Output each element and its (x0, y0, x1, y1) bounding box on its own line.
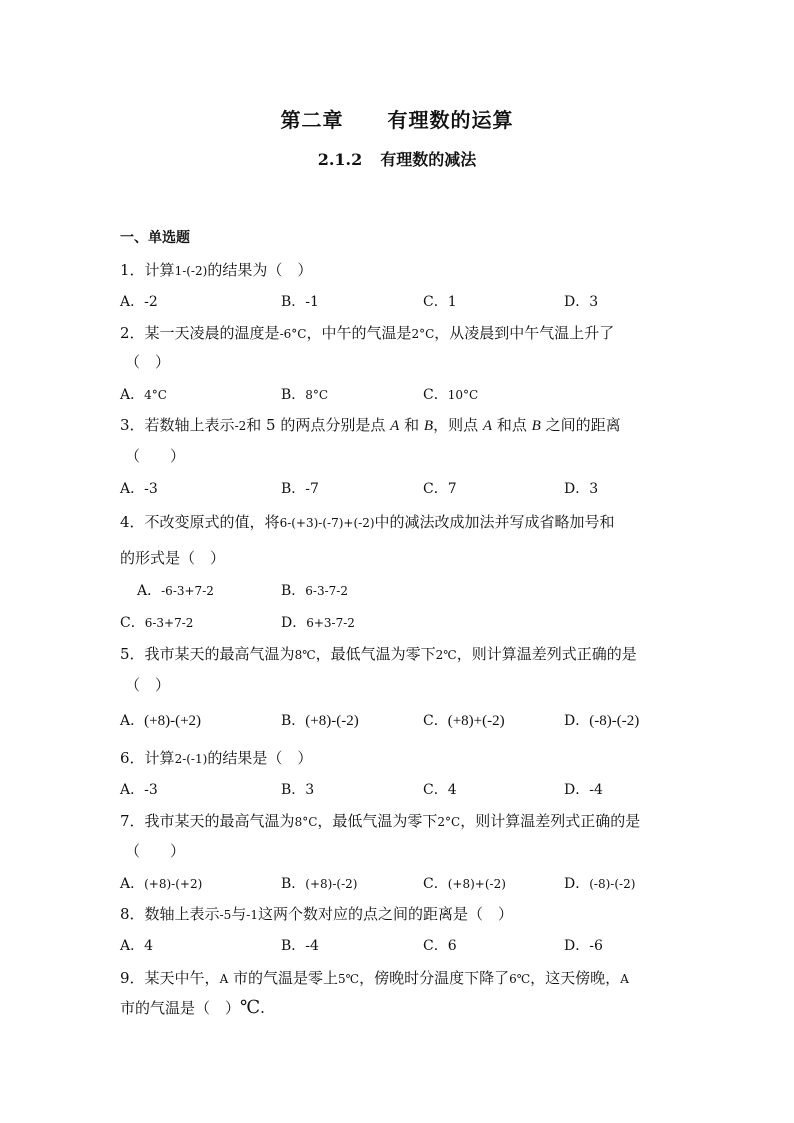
option-value: (-8)-(-2) (589, 877, 636, 891)
math-expr: 2℃ (435, 648, 457, 662)
q8-option-a[interactable]: A．4 (120, 938, 154, 954)
option-value: (+8)+(-2) (447, 877, 506, 891)
question-7-blank: （ ） (125, 842, 186, 860)
question-text: 我市某天的最高气温为 (144, 812, 295, 830)
q7-option-a[interactable] (120, 873, 202, 893)
question-text: 之间的距离 (545, 416, 621, 434)
q3-option-b[interactable]: B．-7 (281, 481, 319, 497)
math-expr: 8°C (294, 815, 318, 829)
point-label: A (390, 418, 400, 434)
question-text: 计算 (144, 749, 175, 767)
section-title (0, 147, 794, 170)
city-label: A (219, 972, 229, 986)
option-value: (+8)-(+2) (144, 713, 202, 729)
question-number: 9． (120, 969, 145, 987)
math-expr: -6°C (279, 327, 307, 341)
q8-option-c[interactable]: C．6 (423, 938, 457, 954)
question-4 (120, 511, 615, 532)
question-text: 和 (404, 416, 420, 434)
question-8 (120, 903, 513, 924)
question-number: 7． (120, 812, 145, 830)
q1-option-d[interactable]: D．3 (564, 294, 599, 310)
question-text: . (260, 999, 265, 1017)
question-text: 的结果是（ ） (207, 749, 313, 767)
chapter-label: 第二章 (280, 108, 344, 132)
question-7 (120, 810, 640, 831)
q3-option-d[interactable]: D．3 (564, 481, 599, 497)
option-value: (+8)-(+2) (144, 877, 203, 891)
option-letter: C． (423, 713, 448, 729)
question-text: 市的气温是（ ） (120, 999, 241, 1017)
option-letter: B． (281, 713, 306, 729)
q4-option-c[interactable] (120, 612, 193, 632)
math-expr: 6-(+3)-(-7)+(-2) (279, 516, 375, 530)
point-label: B (423, 418, 434, 434)
chapter-name: 有理数的运算 (387, 108, 514, 132)
question-text: 数轴上表示 (144, 905, 220, 923)
q5-option-d[interactable] (564, 710, 639, 730)
question-9-cont (120, 997, 265, 1018)
chapter-title (0, 104, 794, 133)
unit: ℃ (240, 997, 261, 1018)
option-letter: A． (137, 583, 162, 599)
option-value: 10°C (447, 388, 479, 402)
q1-option-b[interactable]: B．-1 (281, 294, 319, 310)
question-text: 市的气温是零上 (233, 969, 339, 987)
option-letter: B． (281, 876, 306, 892)
math-expr: -2 (234, 419, 247, 433)
q8-option-d[interactable]: D．-6 (564, 938, 603, 954)
option-value: (-8)-(-2) (589, 713, 640, 729)
question-text: 我市某天的最高气温为 (144, 645, 295, 663)
option-letter: D． (564, 876, 590, 892)
math-expr: 2-(-1) (174, 752, 208, 766)
option-letter: D． (281, 615, 307, 631)
section-name: 有理数的减法 (380, 150, 477, 169)
q5-option-a[interactable] (120, 710, 201, 730)
option-value: 6-3-7-2 (305, 584, 348, 598)
question-text: 和 5 的两点分别是点 (246, 416, 386, 434)
question-text: ，最低气温为零下 (317, 812, 438, 830)
question-number: 2． (120, 324, 145, 342)
q7-option-d[interactable] (564, 873, 635, 893)
question-number: 5． (120, 645, 145, 663)
option-value: (+8)-(-2) (305, 877, 358, 891)
city-label: A (620, 972, 629, 986)
question-text: 与 (231, 905, 247, 923)
math-expr: 2°C (437, 815, 461, 829)
question-6 (120, 747, 312, 768)
question-number: 8． (120, 905, 145, 923)
question-text: ，则计算温差列式正确的是 (460, 812, 641, 830)
q8-option-b[interactable]: B．-4 (281, 938, 319, 954)
math-expr: -1 (246, 908, 258, 922)
q2-option-c[interactable] (423, 384, 478, 404)
option-value: 4°C (144, 388, 167, 402)
question-1 (120, 259, 312, 280)
option-letter: C． (423, 387, 448, 403)
option-letter: C． (120, 615, 145, 631)
question-text: 和点 (496, 416, 527, 434)
option-letter: A． (120, 387, 145, 403)
option-letter: C． (423, 876, 448, 892)
section-heading: 一、单选题 (120, 230, 190, 246)
question-9 (120, 967, 629, 988)
question-4-cont: 的形式是（ ） (120, 549, 226, 567)
section-number: 2.1.2 (317, 150, 363, 169)
option-value: 6-3+7-2 (144, 616, 194, 630)
q6-option-a[interactable]: A．-3 (120, 782, 158, 798)
question-text: ，从凌晨到中午气温上升了 (434, 324, 615, 342)
option-value: 6+3-7-2 (306, 616, 355, 630)
q3-option-c[interactable]: C．7 (423, 481, 457, 497)
q2-option-a[interactable] (120, 384, 167, 404)
math-expr: 1-(-2) (174, 264, 208, 278)
question-text: 计算 (144, 261, 175, 279)
question-text: 某天中午， (144, 969, 220, 987)
math-expr: 6℃ (509, 972, 531, 986)
option-letter: A． (120, 876, 145, 892)
option-letter: A． (120, 713, 145, 729)
question-text: 这两个数对应的点之间的距离是（ ） (257, 905, 513, 923)
question-number: 3． (120, 416, 145, 434)
math-expr: 8℃ (294, 648, 316, 662)
q3-option-a[interactable]: A．-3 (120, 481, 158, 497)
q6-option-b[interactable]: B．3 (281, 782, 315, 798)
question-text: ，这天傍晚， (530, 969, 621, 987)
question-text: 中的减法改成加法并写成省略加号和 (374, 513, 615, 531)
q7-option-c[interactable] (423, 873, 506, 893)
question-3-blank: （ ） (125, 447, 186, 465)
question-2 (120, 322, 614, 343)
math-expr: 5℃ (338, 972, 360, 986)
question-text: ，最低气温为零下 (315, 645, 436, 663)
question-2-blank: （ ） (125, 353, 171, 371)
q5-option-c[interactable] (423, 710, 505, 730)
option-value: -6-3+7-2 (161, 584, 214, 598)
q6-option-d[interactable]: D．-4 (564, 782, 603, 798)
q6-option-c[interactable]: C．4 (423, 782, 457, 798)
point-label: A (482, 418, 493, 434)
option-value: (+8)+(-2) (447, 713, 505, 729)
option-letter: D． (564, 713, 590, 729)
option-letter: B． (281, 583, 306, 599)
math-expr: 2°C (411, 327, 435, 341)
question-number: 1． (120, 261, 145, 279)
question-text: 某一天凌晨的温度是 (144, 324, 280, 342)
question-text: ，则计算温差列式正确的是 (456, 645, 637, 663)
q5-option-b[interactable] (281, 710, 359, 730)
question-number: 4． (120, 513, 145, 531)
option-letter: B． (281, 387, 306, 403)
question-text: 不改变原式的值，将 (144, 513, 280, 531)
q7-option-b[interactable] (281, 873, 357, 893)
q1-option-a[interactable]: A．-2 (120, 294, 158, 310)
question-5 (120, 643, 637, 664)
point-label: B (531, 418, 541, 434)
question-3 (120, 414, 621, 435)
math-expr: -5 (219, 908, 232, 922)
question-text: 的结果为（ ） (207, 261, 313, 279)
option-value: 8°C (305, 388, 329, 402)
question-text: ，则点 (433, 416, 479, 434)
question-5-blank: （ ） (125, 676, 171, 694)
question-text: ，傍晚时分温度下降了 (359, 969, 510, 987)
question-text: 若数轴上表示 (144, 416, 235, 434)
question-number: 6． (120, 749, 145, 767)
q4-option-b[interactable] (281, 580, 348, 600)
question-text: ，中午的气温是 (306, 324, 412, 342)
q2-option-b[interactable] (281, 384, 328, 404)
q1-option-c[interactable]: C．1 (423, 294, 457, 310)
q4-option-d[interactable] (281, 612, 355, 632)
q4-option-a[interactable] (137, 580, 214, 600)
option-value: (+8)-(-2) (305, 713, 359, 729)
